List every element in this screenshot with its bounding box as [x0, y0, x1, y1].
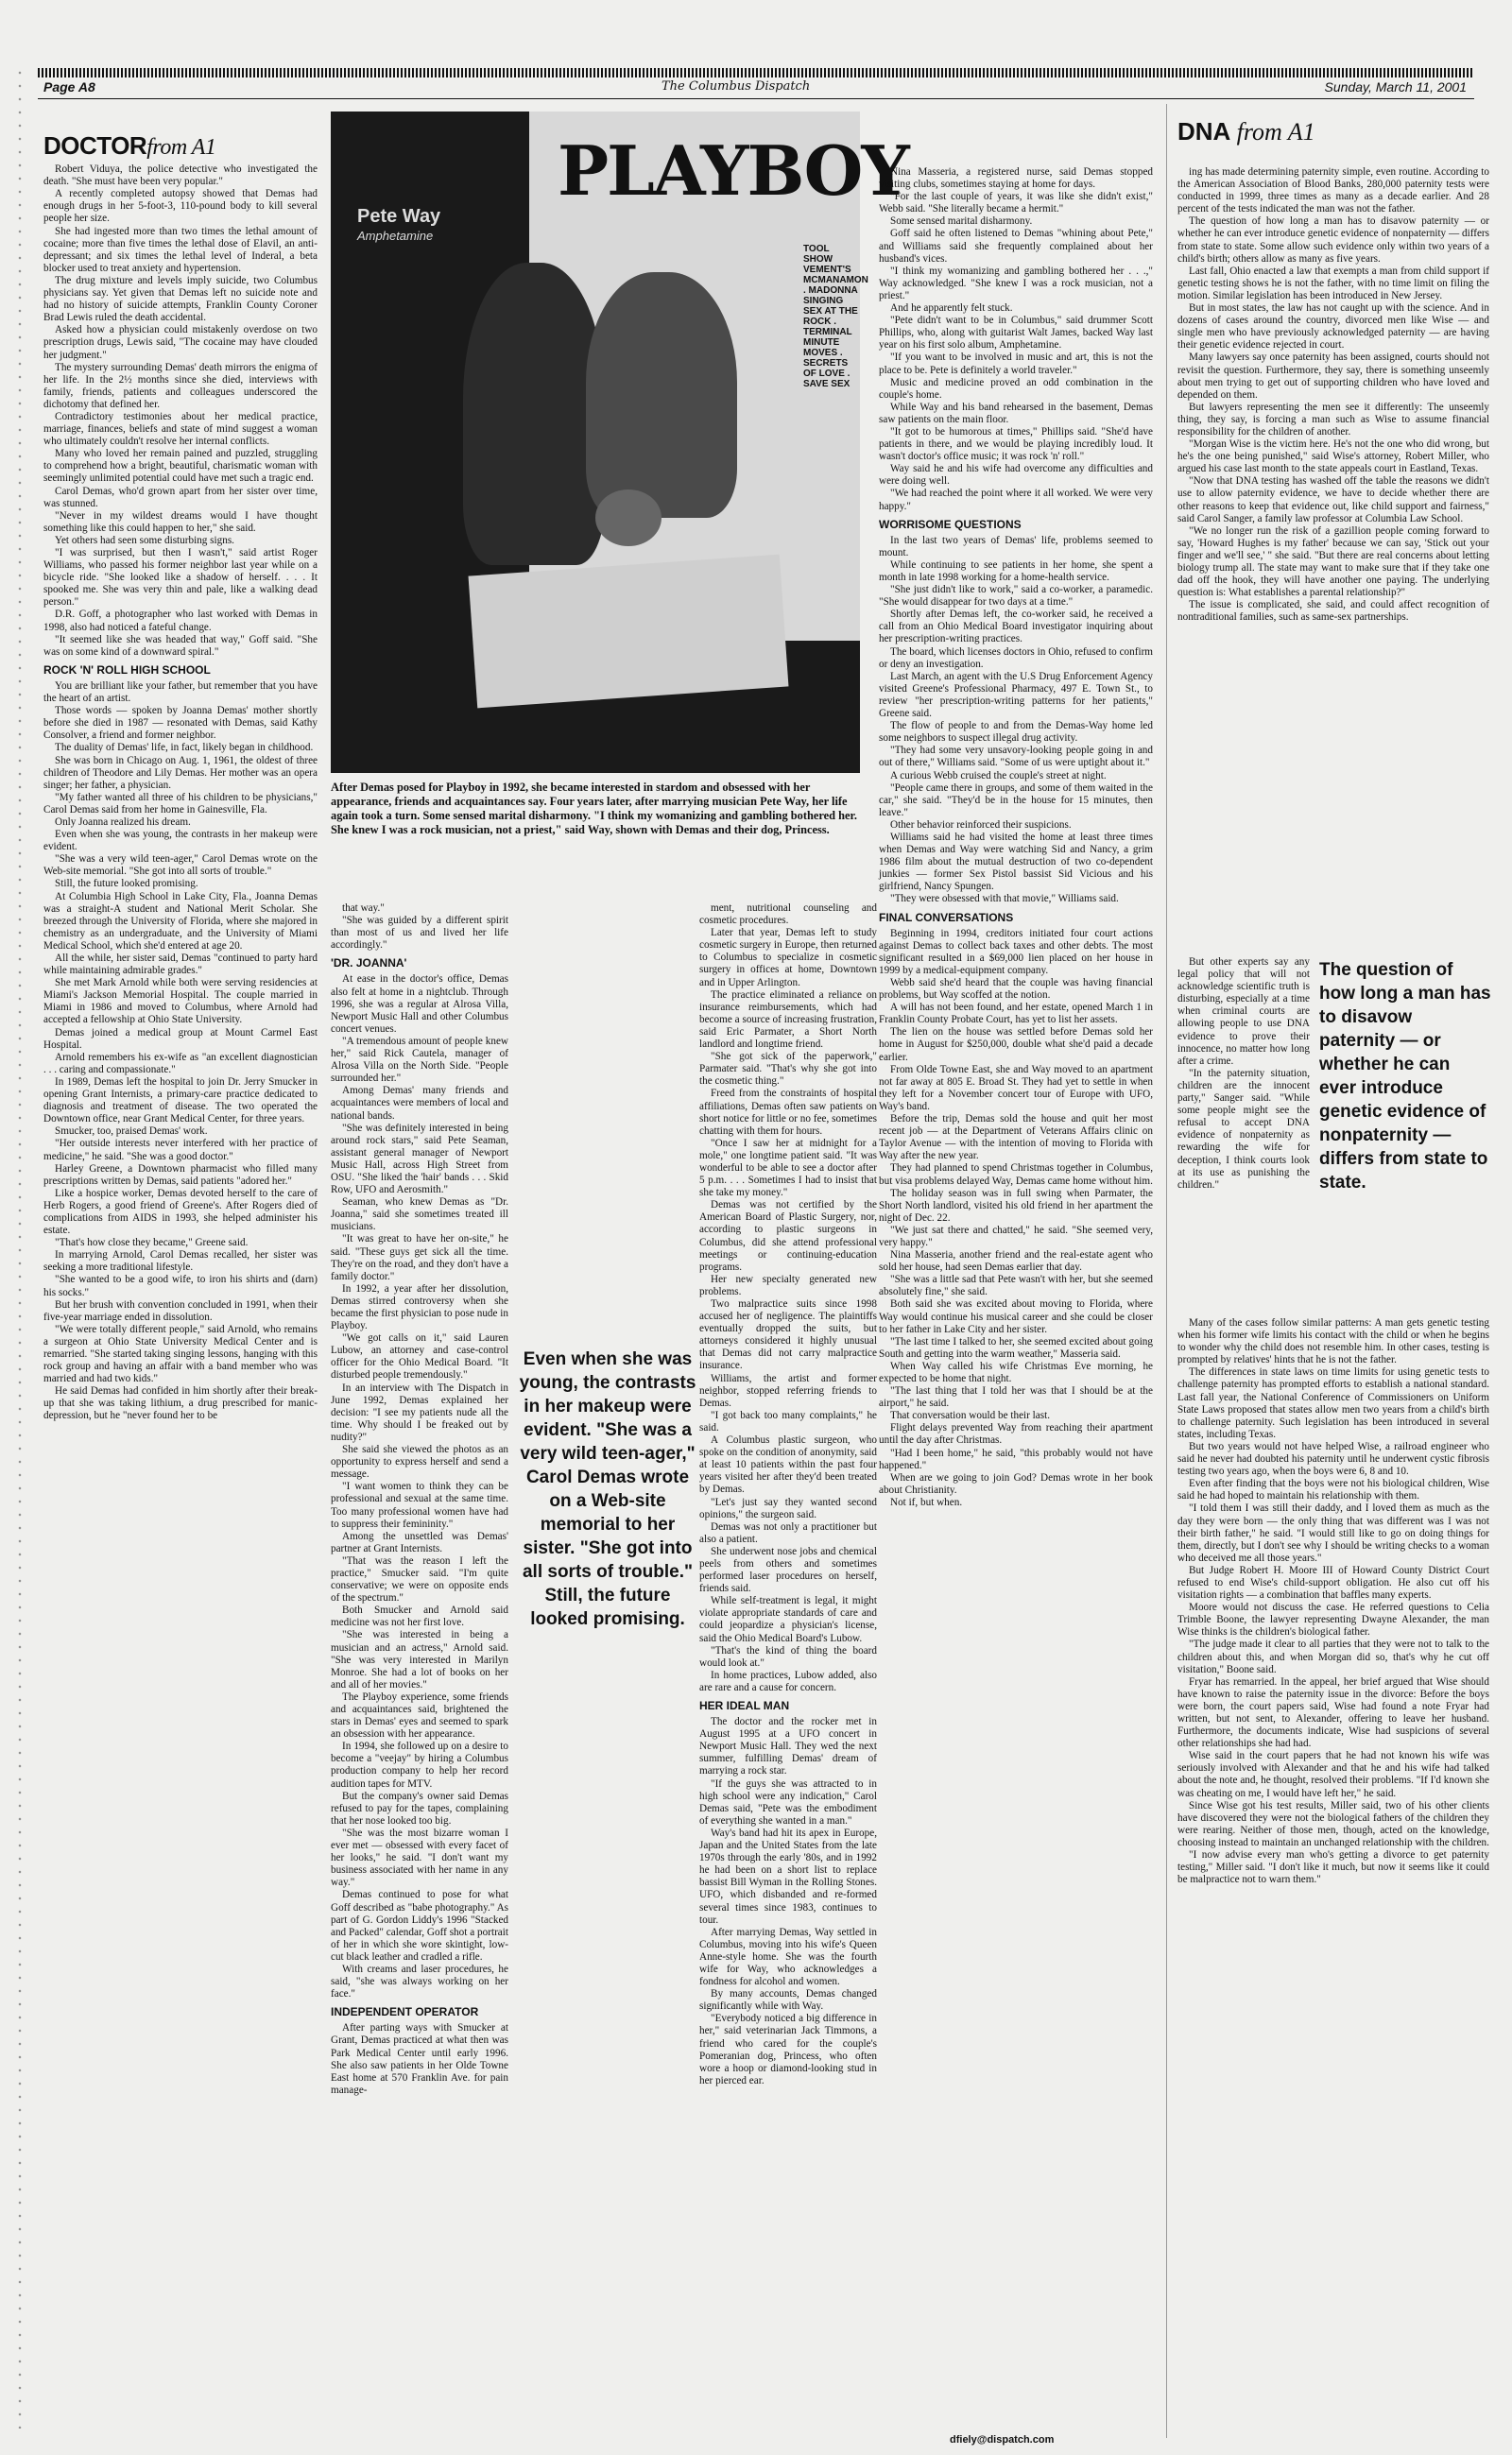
paragraph: Both said she was excited about moving to Florida, where Way would continue his musical career and she could be closer to her father in Lake City and her sister. [879, 1298, 1153, 1335]
dog-princess [595, 489, 662, 546]
paragraph: The issue is complicated, she said, and could affect recognition of nontraditional families, such as same-sex partnerships. [1177, 599, 1489, 624]
paragraph: Freed from the constraints of hospital affiliations, Demas often saw patients on short notice for little or no fee, sometimes chatting with them for hours. [699, 1088, 877, 1137]
paragraph: "It seemed like she was headed that way," Goff said. "She was on some kind of a downward spiral." [43, 633, 318, 658]
paragraph: They had planned to spend Christmas together in Columbus, but visa problems delayed Way, Demas came home without him. [879, 1162, 1153, 1187]
paragraph: She was born in Chicago on Aug. 1, 1961, the oldest of three children of Theodore and Lily Demas. Her mother was an opera singer; her father, a physician. [43, 754, 318, 791]
paragraph: A Columbus plastic surgeon, who spoke on the condition of anonymity, said at least 10 patients within the past four years visited her after they'd been treated by Demas. [699, 1434, 877, 1496]
paragraph: Way's band had hit its apex in Europe, Japan and the United States from the late 1970s through the early '80s, and in 1992 he had been on a short list to replace bassist Bill Wyman in the Rolling Stones. UFO, which disbanded and re-formed several times since 1983, continues to tour. [699, 1827, 877, 1926]
paragraph: After marrying Demas, Way settled in Columbus, moving into his wife's Queen Anne-style home. She was the fourth wife for Way, who acknowledges a fondness for alcohol and women. [699, 1926, 877, 1988]
paragraph: "The last time I talked to her, she seemed excited about going South and getting into the warm weather," Masseria said. [879, 1335, 1153, 1360]
paragraph: Demas was not certified by the American Board of Plastic Surgery, nor, according to plastic surgeons in Columbus, did she attend professional meetings or continuing-education programs. [699, 1199, 877, 1273]
paper-name: The Columbus Dispatch [662, 79, 811, 94]
paragraph: Nina Masseria, another friend and the real-estate agent who sold her house, had seen Demas earlier that day. [879, 1249, 1153, 1274]
paragraph: The Playboy experience, some friends and acquaintances said, brightened the stars in Demas' eyes and seemed to spark an obsession with her appearance. [331, 1691, 508, 1741]
paragraph: "That's how close they became," Greene said. [55, 1237, 249, 1249]
paragraph: Music and medicine proved an odd combination in the couple's home. [879, 376, 1153, 401]
col4c-paras [879, 928, 1153, 1509]
dna-story-head: DNA from A1 [1177, 117, 1315, 146]
paragraph: In 1994, she followed up on a desire to become a "veejay" by hiring a Columbus production company to help her record audition tapes for MTV. [331, 1741, 508, 1790]
paragraph: The flow of people to and from the Demas-Way home led some neighbors to suspect illegal drug activity. [879, 720, 1153, 745]
paragraph: While Way and his band rehearsed in the basement, Demas saw patients on the main floor. [879, 401, 1153, 425]
scan-edge [15, 66, 25, 2429]
paragraph: The doctor and the rocker met in August 1995 at a UFO concert in Newport Music Hall. They wed the next summer, fulfilling Demas' dream of marrying a rock star. [699, 1716, 877, 1777]
paragraph: D.R. Goff, a photographer who last worked with Demas in 1998, also had noticed a fateful change. [43, 609, 318, 633]
top-rule [38, 68, 1474, 77]
paragraph: The differences in state laws on time limits for using genetic tests to challenge paternity has prompted efforts to establish a national standard. Last fall year, the National Conference of Commissioners on Uniform State Laws proposed that states allow men two years from a child's birth to challenge paternity. Such legislation has been introduced in several states, including Texas. [1177, 1366, 1489, 1440]
paragraph: She underwent nose jobs and chemical peels from others and sometimes performed laser procedures on herself, friends said. [699, 1545, 877, 1595]
paragraph: You are brilliant like your father, but remember that you have the heart of an artist. [43, 679, 318, 705]
paragraph: "She was a little sad that Pete wasn't with her, but she seemed absolutely fine," she said. [879, 1274, 1153, 1298]
paragraph: Harley Greene, a Downtown pharmacist who filled many prescriptions written by Demas, said patients "adored her." [43, 1162, 318, 1187]
dna-column-top [1177, 166, 1489, 951]
paragraph: Demas continued to pose for what Goff described as "babe photography." As part of G. Gordon Liddy's 1996 "Stacked and Packed" calendar, Goff shot a portrait of her in which she wore skintight, low-cut black leather and cradled a rifle. [331, 1889, 508, 1963]
paragraph: But lawyers representing the men see it differently: The unseemly thing, they say, is forcing a man such as Wise to assume financial responsibility for the children of another. [1177, 401, 1489, 438]
paragraph: Some sensed marital disharmony. [890, 215, 1033, 228]
paragraph: Way said he and his wife had overcome any difficulties and were doing well. [879, 463, 1153, 488]
subhead-rock: ROCK 'N' ROLL HIGH SCHOOL [43, 662, 211, 677]
paragraph: Among the unsettled was Demas' partner at Grant Internists. [331, 1530, 508, 1554]
paragraph: "She was the most bizarre woman I ever met — obsessed with every facet of her looks," he said. "I don't want my business associated with her name in any way." [331, 1827, 508, 1889]
paragraph: "She wanted to be a good wife, to iron his shirts and (darn) his socks." [43, 1274, 318, 1298]
paragraph: Carol Demas, who'd grown apart from her sister over time, was stunned. [43, 485, 318, 509]
paragraph: "They were obsessed with that movie," Williams said. [890, 893, 1119, 905]
col2b-paras [331, 973, 508, 2000]
paragraph: "I now advise every man who's getting a divorce to get paternity testing," Miller said. "I don't like it much, but now it seems like it could be malpractice not to warn them." [1177, 1849, 1489, 1886]
col2-paras [331, 902, 508, 952]
paragraph: "Now that DNA testing has washed off the table the reasons we didn't use to allow paternity evidence, we have to decide whether there are other reasons to keep that evidence out, like child support and fairness," said Carol Sanger, a family law professor at Columbia Law School. [1177, 475, 1489, 524]
paragraph: In an interview with The Dispatch in June 1992, Demas explained her decision: "I see my patients nude all the time. Why should I be freaked out by nudity?" [331, 1382, 508, 1443]
paragraph: Shortly after Demas left, the co-worker said, he received a call from an Ohio Medical Board investigator inquiring about her prescription-writing practices. [879, 609, 1153, 645]
paragraph: Among Demas' many friends and acquaintances were members of local and national bands. [331, 1085, 508, 1122]
paragraph: "Morgan Wise is the victim here. He's not the one who did wrong, but he's the one being punished," said Wise's attorney, Robert Miller, who argued his case last month to the state appeals court in Eastland, Texas. [1177, 438, 1489, 475]
paragraph: ing has made determining paternity simple, even routine. According to the American Association of Blood Banks, 280,000 paternity tests were conducted in 1999, three times as many as a decade earlier. And 28 percent of the tests indicated the man was not the father. [1177, 166, 1489, 215]
paragraph: Webb said she'd heard that the couple was having financial problems, but Way scoffed at the notion. [879, 977, 1153, 1002]
paragraph: But her brush with convention concluded in 1991, when their five-year marriage ended in dissolution. [43, 1298, 318, 1323]
printed-sheet [469, 555, 789, 709]
paragraph: Like a hospice worker, Demas devoted herself to the care of Herb Rogers, a good friend of Greene's. After Rogers died of complications from AIDS in 1993, she helped administer his estate. [43, 1187, 318, 1237]
paragraph: "It was great to have her on-site," he said. "These guys get sick all the time. They're on the road, and they don't have a family doctor." [331, 1233, 508, 1282]
paragraph: Her new specialty generated new problems. [699, 1273, 877, 1297]
paragraph: Yet others had seen some disturbing signs. [55, 534, 234, 546]
byline-email: dfiely@dispatch.com [950, 2434, 1055, 2446]
paragraph: The drug mixture and levels imply suicide, two Columbus physicians say. Yet given that Demas left no suicide note and had no history of suicide attempts, Franklin County Coroner Brad Lewis ruled the death accidental. [43, 274, 318, 324]
paragraph: She met Mark Arnold while both were serving residencies at Miami's Jackson Memorial Hospital. The couple married in Miami in 1986 and moved to Columbus, where Arnold had accepted a fellowship at Ohio State University. [43, 977, 318, 1026]
paragraph: In 1992, a year after her dissolution, Demas stirred controversy when she became the first physician to pose nude in Playboy. [331, 1282, 508, 1332]
paragraph: He said Demas had confided in him shortly after their break-up that she was taking lithium, a drug prescribed for manic-depression, but he "never found her to be [43, 1385, 318, 1422]
paragraph: "Never in my wildest dreams would I have thought something like this could happen to her," she said. [43, 509, 318, 534]
paragraph: "That's the kind of thing the board would look at." [699, 1644, 877, 1669]
paragraph: "If you want to be involved in music and art, this is not the place to be. Pete is definitely a world traveler." [879, 352, 1153, 376]
paragraph: "I was surprised, but then I wasn't," said artist Roger Williams, who passed his former neighbor last year while on a bicycle ride. "She looked like a shadow of herself. . . . It spooked me. She was very thin and pale, like a walking dead person." [43, 547, 318, 609]
page-number: Page A8 [43, 79, 95, 94]
paragraph: Still, the future looked promising. [55, 878, 198, 890]
paragraph: "Everybody noticed a big difference in her," said veterinarian Jack Timmons, a friend who cared for the couple's Pomeranian dog, Princess, who often wore a hoop or diamond-looking stud in her pierced ear. [699, 2013, 877, 2086]
paragraph: Other behavior reinforced their suspicions. [890, 818, 1072, 831]
paragraph: The question of how long a man has to disavow paternity — or whether he can ever introduce genetic evidence of nonpaternity — differs from state to state. Some allow such evidence only within two years of a child's birth; others allow as many as five years. [1177, 215, 1489, 265]
paragraph: "The judge made it clear to all parties that they were not to talk to the children about this, and when Morgan did so, that's why he cut off visitation," Boone said. [1177, 1639, 1489, 1675]
paragraph: But two years would not have helped Wise, a railroad engineer who said he never had doubted his paternity until he underwent cystic fibrosis testing two years ago, when the boys were 6, 8 and 10. [1177, 1440, 1489, 1478]
paragraph: Two malpractice suits since 1998 accused her of negligence. The plaintiffs eventually dropped the suits, but attorneys considered it highly unusual that Demas did not carry malpractice insurance. [699, 1298, 877, 1372]
paragraph: Goff said he often listened to Demas "whining about Pete," and Williams said she frequently complained about her husband's vices. [879, 228, 1153, 265]
column-2 [331, 902, 508, 2431]
paragraph: All the while, her sister said, Demas "continued to party hard while maintaining admirable grades." [43, 953, 318, 977]
paragraph: Even after finding that the boys were not his biological children, Wise said he had hoped to maintain his relationship with them. [1177, 1478, 1489, 1502]
paragraph: "She just didn't like to work," said a co-worker, a paramedic. "She would disappear for two days at a time." [879, 584, 1153, 609]
paragraph: "It got to be humorous at times," Phillips said. "She'd have patients in there, and we would be playing incredibly loud. It wasn't doctor's office music; it was rock 'n' roll." [879, 425, 1153, 463]
paragraph: Arnold remembers his ex-wife as "an excellent diagnostician . . . caring and compassionate." [43, 1051, 318, 1075]
paragraph: Since Wise got his test results, Miller said, two of his other clients have discovered they were not the biological fathers of the children they were rearing. Neither of those men, though, acted on the knowledge, choosing instead to maintain an unchanged relationship with the children. [1177, 1799, 1489, 1848]
paragraph: "They had some very unsavory-looking people going in and out of there," Williams said. "Some of us were uptight about it." [879, 745, 1153, 769]
paragraph: She had ingested more than two times the lethal amount of cocaine; more than five times the lethal dose of Elavil, an anti-depressant; and six times the lethal level of Inderal, a beta blocker used to treat anxiety and hypertension. [43, 225, 318, 274]
paragraph: After parting ways with Smucker at Grant, Demas practiced at what then was Park Medical Center until early 1996. She also saw patients in her Olde Towne East home at 570 Franklin Ave. for pain manage- [331, 2022, 508, 2096]
dna-narrow-paras [1177, 956, 1310, 1192]
paragraph: Wise said in the court papers that he had not known his wife was seriously involved with Alexander and that he and his wife had talked about the note and, he thought, resolved their problems. "If I'd known she was cheating on me, I would have left her," he said. [1177, 1750, 1489, 1799]
paragraph: Demas was not only a practitioner but also a patient. [699, 1520, 877, 1545]
paragraph: When Way called his wife Christmas Eve morning, he expected to be home that night. [879, 1360, 1153, 1384]
paragraph: "We got calls on it," said Lauren Lubow, an attorney and case-control officer for the Ohio Medical Board. "It disturbed people tremendously." [331, 1332, 508, 1382]
paragraph: A recently completed autopsy showed that Demas had enough drugs in her 5-foot-3, 110-pound body to kill several people her size. [43, 188, 318, 225]
magazine-title: PLAYBOY [558, 130, 908, 211]
paragraph: "We no longer run the risk of a gazillion people coming forward to say, 'Howard Hughes is my father' because we can say, 'Stick out your finger and we'll see,' " she said. "But there are real concerns about letting biology trump all. The state may want to make sure that if they take one dad off the hook, they will have another one paying. The underlying question is: What establishes a parental relationship?" [1177, 524, 1489, 599]
paragraph: Flight delays prevented Way from reaching their apartment until the day after Christmas. [879, 1422, 1153, 1447]
paragraph: "Once I saw her at midnight for a mole," one longtime patient said. "It was wonderful to be able to see a doctor after 5 p.m. . . . Sometimes I had to insist that she take my money." [699, 1137, 877, 1199]
issue-date: Sunday, March 11, 2001 [1324, 79, 1467, 94]
paragraph: "People came there in groups, and some of them waited in the car," she said. "They'd be in the house for 15 minutes, then leave." [879, 781, 1153, 818]
col1-paras [43, 163, 318, 659]
paragraph: While continuing to see patients in her home, she spent a month in late 1998 working for a home-health service. [879, 558, 1153, 583]
paragraph: Many lawyers say once paternity has been assigned, courts should not revisit the question. Furthermore, they say, there is something unseemly about men trying to get out of supporting children who have loved and depended on them. [1177, 352, 1489, 401]
paragraph: The duality of Demas' life, in fact, likely began in childhood. [55, 742, 314, 754]
paragraph: "For the last couple of years, it was like she didn't exist," Webb said. "She literally became a hermit." [879, 191, 1153, 215]
dna-paras [1177, 166, 1489, 624]
paragraph: Demas joined a medical group at Mount Carmel East Hospital. [43, 1026, 318, 1051]
photo-caption: After Demas posed for Playboy in 1992, she became interested in stardom and obsessed with her appearance, friends and acquaintances say. Four years later, after marrying musician Pete Way, her life again took a turn. Some sensed marital disharmony. "I think my womanizing and gambling bothered her. She knew I was a rock musician, not a priest," said Way, shown with Demas and their dog, Princess. [331, 781, 857, 836]
paragraph: "I want women to think they can be professional and sexual at the same time. Too many professional women have had to suppress their femininity." [331, 1481, 508, 1530]
paragraph: Last March, an agent with the U.S Drug Enforcement Agency visited Greene's Professional Pharmacy, 497 E. Town St., to review "her prescription-writing patterns for her patients," Greene said. [879, 670, 1153, 720]
paragraph: With creams and laser procedures, he said, "she was always working on her face." [331, 1963, 508, 2000]
paragraph: Before the trip, Demas sold the house and quit her most recent job — at the Department of Veterans Affairs clinic on Taylor Avenue — with the intention of moving to Florida with Way after the new year. [879, 1113, 1153, 1162]
paragraph: "My father wanted all three of his children to be physicians," Carol Demas said from her home in Gainesville, Fla. [43, 791, 318, 815]
paragraph: She said she viewed the photos as an opportunity to express herself and send a message. [331, 1444, 508, 1481]
col3b-paras [699, 1716, 877, 2087]
paragraph: From Olde Towne East, she and Way moved to an apartment not far away at 805 E. Broad St. They had yet to settle in when they left for a November concert tour of Europe with UFO, Way's band. [879, 1063, 1153, 1112]
paragraph: "I got back too many complaints," he said. [699, 1409, 877, 1434]
paragraph: "She was a very wild teen-ager," Carol Demas wrote on the Web-site memorial. "She got into all sorts of trouble." [43, 853, 318, 878]
paragraph: The mystery surrounding Demas' death mirrors the enigma of her life. In the 2½ months since she died, interviews with family, friends, patients and colleagues underscored the dichotomy that defined her. [43, 361, 318, 410]
paragraph: "She was definitely interested in being around rock stars," said Pete Seaman, assistant general manager of Newport Music Hall, across High Street from OSU. "She liked the 'hair' bands . . . Skid Row, UFO and Aerosmith." [331, 1122, 508, 1196]
paragraph: Many of the cases follow similar patterns: A man gets genetic testing when his former wife limits his contact with the child or when he begins to wonder why the child does not resemble him. In other cases, testing is prompted by relatives' hints that he is not the father. [1177, 1317, 1489, 1366]
paragraph: "Her outside interests never interfered with her practice of medicine," he said. "She was a good doctor." [43, 1138, 318, 1162]
subhead-worrisome: WORRISOME QUESTIONS [879, 517, 1022, 531]
album-artist: Pete Way [357, 206, 441, 227]
paragraph: "We had reached the point where it all worked. We were very happy." [879, 488, 1153, 512]
col3-paras [699, 902, 877, 1694]
paragraph: "Let's just say they wanted second opinions," the surgeon said. [699, 1496, 877, 1520]
paragraph: "She was guided by a different spirit than most of us and lived her life accordingly." [331, 915, 508, 952]
paragraph: The lien on the house was settled before Demas sold her home in August for $250,000, double what she'd paid a decade earlier. [879, 1026, 1153, 1063]
paragraph: Contradictory testimonies about her medical practice, marriage, finances, beliefs and state of mind suggest a woman who ultimately couldn't resolve her internal conflicts. [43, 410, 318, 448]
paragraph: Not if, but when. [890, 1496, 963, 1508]
paragraph: But other experts say any legal policy that will not acknowledge scientific truth is disturbing, especially at a time when criminal courts are allowing people to use DNA evidence to prove their innocence, no matter how long after a crime. [1177, 956, 1310, 1067]
person-demas [586, 272, 737, 518]
divider-vertical [1166, 104, 1167, 2438]
paragraph: "In the paternity situation, children are the innocent party," Sanger said. "While some people might see the refusal to accept DNA evidence of nonpaternity as rewarding the wife for deception, I think courts look at its use as punishing the children." [1177, 1067, 1310, 1191]
dna-column-bottom [1177, 1317, 1489, 2431]
paragraph: A will has not been found, and her estate, opened March 1 in Franklin County Probate Court, has yet to list her assets. [879, 1002, 1153, 1026]
paragraph: Later that year, Demas left to study cosmetic surgery in Europe, then returned to Columbus to specialize in cosmetic surgery in offices at home, Downtown and in Upper Arlington. [699, 927, 877, 988]
paragraph: And he apparently felt stuck. [890, 302, 1013, 315]
paragraph: Robert Viduya, the police detective who investigated the death. "She must have been very popular." [43, 163, 318, 188]
pull-quote-dna: The question of how long a man has to disavow paternity — or whether he can ever introduce genetic evidence of nonpaternity — differs from state to state. [1319, 960, 1491, 1193]
dna-column-narrow [1177, 956, 1310, 1315]
paragraph: Nina Masseria, a registered nurse, said Demas stopped visiting clubs, sometimes staying at home for days. [879, 166, 1153, 191]
col4-paras [879, 166, 1153, 513]
column-3 [699, 902, 877, 2431]
subhead-independent: INDEPENDENT OPERATOR [331, 2005, 479, 2019]
person-way [463, 263, 605, 565]
column-4 [879, 166, 1153, 2429]
paragraph: Many who loved her remain pained and puzzled, struggling to comprehend how a bright, beautiful, charismatic woman with seemingly unlimited potential could have met such a tragic end. [43, 448, 318, 485]
paragraph: When are we going to join God? Demas wrote in her book about Christianity. [879, 1471, 1153, 1496]
paragraph: Smucker, too, praised Demas' work. [55, 1125, 208, 1138]
paragraph: Even when she was young, the contrasts in her makeup were evident. [43, 829, 318, 853]
paragraph: Moore would not discuss the case. He referred questions to Celia Trimble Boone, the lawyer representing Dwayne Alexander, the man Wise thinks is the children's biological father. [1177, 1602, 1489, 1639]
paragraph: "If the guys she was attracted to in high school were any indication," Carol Demas said, "Pete was the embodiment of everything she wanted in a man." [699, 1777, 877, 1827]
paragraph: At Columbia High School in Lake City, Fla., Joanna Demas was a straight-A student and National Merit Scholar. She breezed through the University of Florida, where she majored in chemistry as an undergraduate, and the University of Miami Medical School, which she'd entered at age 20. [43, 890, 318, 952]
paragraph: While self-treatment is legal, it might violate appropriate standards of care and could jeopardize a physician's license, said the Ohio Medical Board's Lubow. [699, 1595, 877, 1644]
column-1 [43, 131, 318, 2431]
photo-playboy [331, 112, 908, 773]
paragraph: that way." [342, 902, 385, 914]
cover-lines: TOOL SHOW VEMENT'S MCMANAMON . MADONNA SINGING SEX AT THE ROCK . TERMINAL MINUTE MOVES . SECRETS OF LOVE . SAVE SEX [803, 244, 868, 389]
pull-quote-demas: Even when she was young, the contrasts in her makeup were evident. "She was a very wild teen-ager," Carol Demas wrote on a Web-site memorial to her sister. "She got into all sorts of trouble." Still, the future looked promising. [519, 1349, 696, 1629]
paragraph: The board, which licenses doctors in Ohio, refused to confirm or deny an investigation. [879, 645, 1153, 670]
col4b-paras [879, 535, 1153, 906]
paragraph: In home practices, Lubow added, also are rare and a cause for concern. [699, 1669, 877, 1693]
paragraph: "She was interested in being a musician and an actress," Arnold said. "She was very interested in Marilyn Monroe. She had a lot of books on her and all of her movies." [331, 1629, 508, 1691]
paragraph: A curious Webb cruised the couple's street at night. [890, 769, 1107, 781]
paragraph: Only Joanna realized his dream. [55, 815, 191, 828]
paragraph: But the company's owner said Demas refused to pay for the tapes, complaining that her nose looked too big. [331, 1790, 508, 1827]
album-title: Amphetamine [357, 229, 434, 243]
paragraph: At ease in the doctor's office, Demas also felt at home in a nightclub. Through 1996, she was a regular at Alrosa Villa, Newport Music Hall and other Columbus concert venues. [331, 973, 508, 1035]
col2c-paras [331, 2022, 508, 2097]
paragraph: "Pete didn't want to be in Columbus," said drummer Scott Phillips, who, along with guitarist Walt James, backed Way last year on his first solo album, Amphetamine. [879, 315, 1153, 352]
col1b-paras [43, 680, 318, 1423]
paragraph: In the last two years of Demas' life, problems seemed to mount. [879, 534, 1153, 558]
paragraph: Williams said he had visited the home at least three times when Demas and Way were watching Sid and Nancy, a grim 1986 film about the mutual destruction of two co-dependent junkies — former Sex Pistol bassist Sid Vicious and his girlfriend, Nancy Spungen. [879, 831, 1153, 893]
paragraph: ment, nutritional counseling and cosmetic procedures. [699, 902, 877, 927]
paragraph: "A tremendous amount of people knew her," said Rick Cautela, manager of Alrosa Villa on the North Side. "People surrounded her." [331, 1035, 508, 1085]
story-head: DOCTORfrom A1 [43, 131, 216, 160]
paragraph: Both Smucker and Arnold said medicine was not her first love. [331, 1605, 508, 1629]
paragraph: Last fall, Ohio enacted a law that exempts a man from child support if genetic testing shows he is not the father, with no time limit on filing the motion. Similar legislation has been introduced in New Jersey. [1177, 265, 1489, 301]
paragraph: The practice eliminated a reliance on insurance reimbursements, which had become a source of increasing frustration, said Eric Parmater, a Short North landlord and longtime friend. [699, 988, 877, 1051]
paragraph: "The last thing that I told her was that I should be at the airport," he said. [879, 1385, 1153, 1410]
paragraph: "She got sick of the paperwork," Parmater said. "That's why she got into the cosmetic thing." [699, 1051, 877, 1088]
dna-bottom-paras [1177, 1317, 1489, 1886]
paragraph: But in most states, the law has not caught up with the science. And in dozens of cases around the country, divorced men like Wise — and single men who have previously acknowledged paternity — are having their genetic evidence rejected in court. [1177, 302, 1489, 352]
paragraph: Asked how a physician could mistakenly overdose on two prescription drugs, Lewis said, "The cocaine may have clouded her judgment." [43, 324, 318, 361]
paragraph: Beginning in 1994, creditors initiated four court actions against Demas to collect back taxes and other debts. The most significant resulted in a $69,000 lien placed on her house in 1999 by a medical-equipment company. [879, 927, 1153, 976]
album-cover [357, 206, 440, 245]
paragraph: Seaman, who knew Demas as "Dr. Joanna," said she sometimes treated ill musicians. [331, 1196, 508, 1233]
paragraph: In 1989, Demas left the hospital to join Dr. Jerry Smucker in opening Grant Internists, a primary-care practice dedicated to diagnosis and treatment of disease. The two operated the Downtown office, near Grant Medical Center, for three years. [43, 1075, 318, 1125]
paragraph: "I think my womanizing and gambling bothered her . . .," Way acknowledged. "She knew I was a rock musician, not a priest." [879, 265, 1153, 301]
paragraph: "Had I been home," he said, "this probably would not have happened." [879, 1447, 1153, 1471]
header-rule [38, 98, 1474, 99]
paragraph: The holiday season was in full swing when Parmater, the Short North landlord, visited his old friend in her apartment the night of Dec. 22. [879, 1187, 1153, 1224]
paragraph: "We were totally different people," said Arnold, who remains a surgeon at Ohio State University Medical Center and is remarried. "She started taking singing lessons, hanging with this rock group and having an affair with a band member who was married and had two kids." [43, 1323, 318, 1385]
subhead-ideal-man: HER IDEAL MAN [699, 1699, 790, 1712]
paragraph: That conversation would be their last. [890, 1410, 1051, 1422]
paragraph: "I told them I was still their daddy, and I loved them as much as the day they were born — the only thing that was different was I was not their birth father," he said. "I would still like to go on doing things for them, directly, but I don't see why I should be writing checks to a woman who deceived me all those years." [1177, 1502, 1489, 1564]
subhead-final: FINAL CONVERSATIONS [879, 910, 1014, 924]
paragraph: Fryar has remarried. In the appeal, her brief argued that Wise should have known to raise the paternity issue in the divorce: Before the boys were born, the court papers said, Wise had found a note Fryar had written, but not sent, to Alexander, offering to leave her husband. Furthermore, the documents indicate, Wise had suspicions of several other relationships she had had. [1177, 1675, 1489, 1750]
paragraph: "That was the reason I left the practice," Smucker said. "I'm quite conservative; we were on opposite ends of the spectrum." [331, 1554, 508, 1605]
paragraph: In marrying Arnold, Carol Demas recalled, her sister was seeking a more traditional lifestyle. [43, 1249, 318, 1274]
subhead-drjoanna: 'DR. JOANNA' [331, 956, 407, 970]
paragraph: By many accounts, Demas changed significantly while with Way. [699, 1988, 877, 2013]
paragraph: "We just sat there and chatted," he said. "She seemed very, very happy." [879, 1224, 1153, 1248]
paragraph: But Judge Robert H. Moore III of Howard County District Court refused to end Wise's child-support obligation. He also cut off his visitation rights — a combination that baffles many experts. [1177, 1564, 1489, 1602]
paragraph: Williams, the artist and former neighbor, stopped referring friends to Demas. [699, 1372, 877, 1409]
paragraph: Those words — spoken by Joanna Demas' mother shortly before she died in 1987 — resonated with Demas, said Kathy Consolver, a friend and former neighbor. [43, 705, 318, 742]
